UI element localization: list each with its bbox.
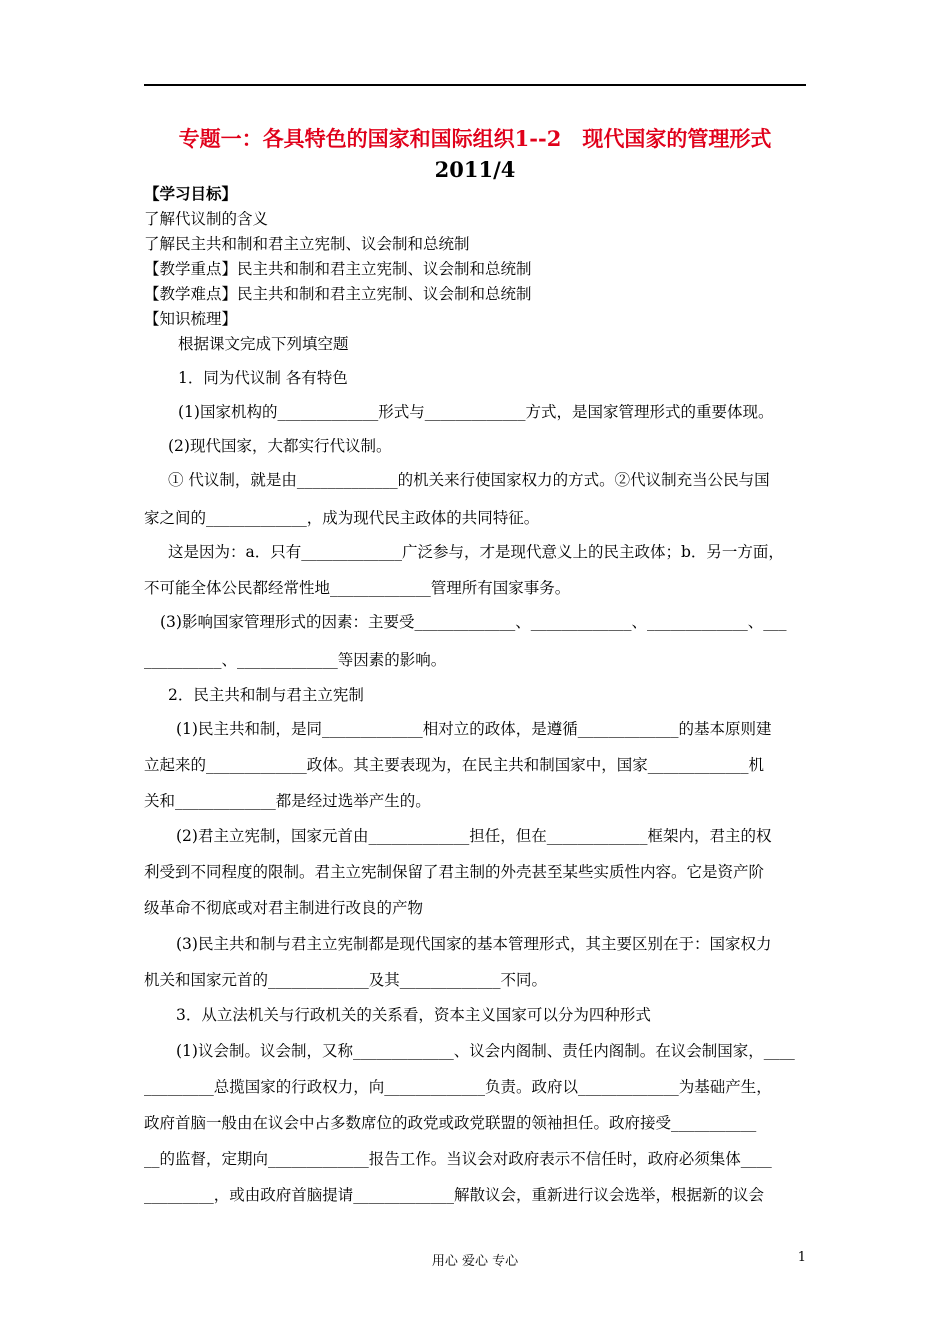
text-line: 2．民主共和制与君主立宪制 [168,686,364,704]
text-line: 机关和国家元首的_____________及其_____________不同。 [144,971,548,989]
text-line: 3．从立法机关与行政机关的关系看，资本主义国家可以分为四种形式 [176,1006,651,1024]
text-line: 立起来的_____________政体。其主要表现为，在民主共和制国家中，国家_____________机 [144,756,765,774]
text-line: 关和_____________都是经过选举产生的。 [144,792,431,810]
text-line: _________，或由政府首脑提请_____________解散议会，重新进行议会选举，根据新的议会 [144,1186,765,1204]
text-line: _________总揽国家的行政权力，向_____________负责。政府以_____________为基础产生， [144,1078,772,1096]
text-line: 了解民主共和制和君主立宪制、议会制和总统制 [144,235,470,253]
text-line: __的监督，定期向_____________报告工作。当议会对政府表示不信任时，政府必须集体____ [144,1150,772,1168]
text-line: ① 代议制，就是由_____________的机关来行使国家权力的方式。②代议制充当公民与国 [168,471,770,489]
text-line: 不可能全体公民都经常性地_____________管理所有国家事务。 [144,579,571,597]
text-line: __________、_____________等因素的影响。 [144,651,447,669]
text-line: 政府首脑一般由在议会中占多数席位的政党或政党联盟的领袖担任。政府接受___________ [144,1114,757,1132]
text-line: (1)议会制。议会制，又称_____________、议会内阁制、责任内阁制。在议会制国家，____ [176,1042,795,1060]
text-line: 根据课文完成下列填空题 [178,335,349,353]
text-line: 【教学难点】民主共和制和君主立宪制、议会制和总统制 [144,285,532,303]
section-heading-objectives: 【学习目标】 [144,184,238,203]
text-line: 家之间的_____________，成为现代民主政体的共同特征。 [144,509,540,527]
text-line: 1．同为代议制 各有特色 [178,369,348,387]
text-line: 这是因为：a．只有_____________广泛参与，才是现代意义上的民主政体；b．另一方面， [168,543,784,561]
text-line: (3)影响国家管理形式的因素：主要受_____________、_____________、_____________、___ [160,613,787,631]
text-line: 级革命不彻底或对君主制进行改良的产物 [144,899,424,917]
text-line: 利受到不同程度的限制。君主立宪制保留了君主制的外壳甚至某些实质性内容。它是资产阶 [144,863,765,881]
page-number: 1 [797,1250,806,1265]
document-title: 专题一：各具特色的国家和国际组织1--2 现代国家的管理形式 [178,126,772,151]
document-date: 2011/4 [434,157,516,182]
text-line: 了解代议制的含义 [144,210,269,228]
text-line: (1)民主共和制，是同_____________相对立的政体，是遵循_____________的基本原则建 [176,720,772,738]
text-line: (1)国家机构的_____________形式与_____________方式，是国家管理形式的重要体现。 [178,403,774,421]
text-line: 【教学重点】民主共和制和君主立宪制、议会制和总统制 [144,260,532,278]
text-line: (2)现代国家，大都实行代议制。 [168,437,392,455]
header-rule [144,84,806,86]
text-line: (2)君主立宪制，国家元首由_____________担任，但在_____________框架内，君主的权 [176,827,772,845]
section-heading-knowledge: 【知识梳理】 [144,310,238,328]
footer-text: 用心 爱心 专心 [431,1254,519,1269]
text-line: (3)民主共和制与君主立宪制都是现代国家的基本管理形式，其主要区别在于：国家权力 [176,935,772,953]
